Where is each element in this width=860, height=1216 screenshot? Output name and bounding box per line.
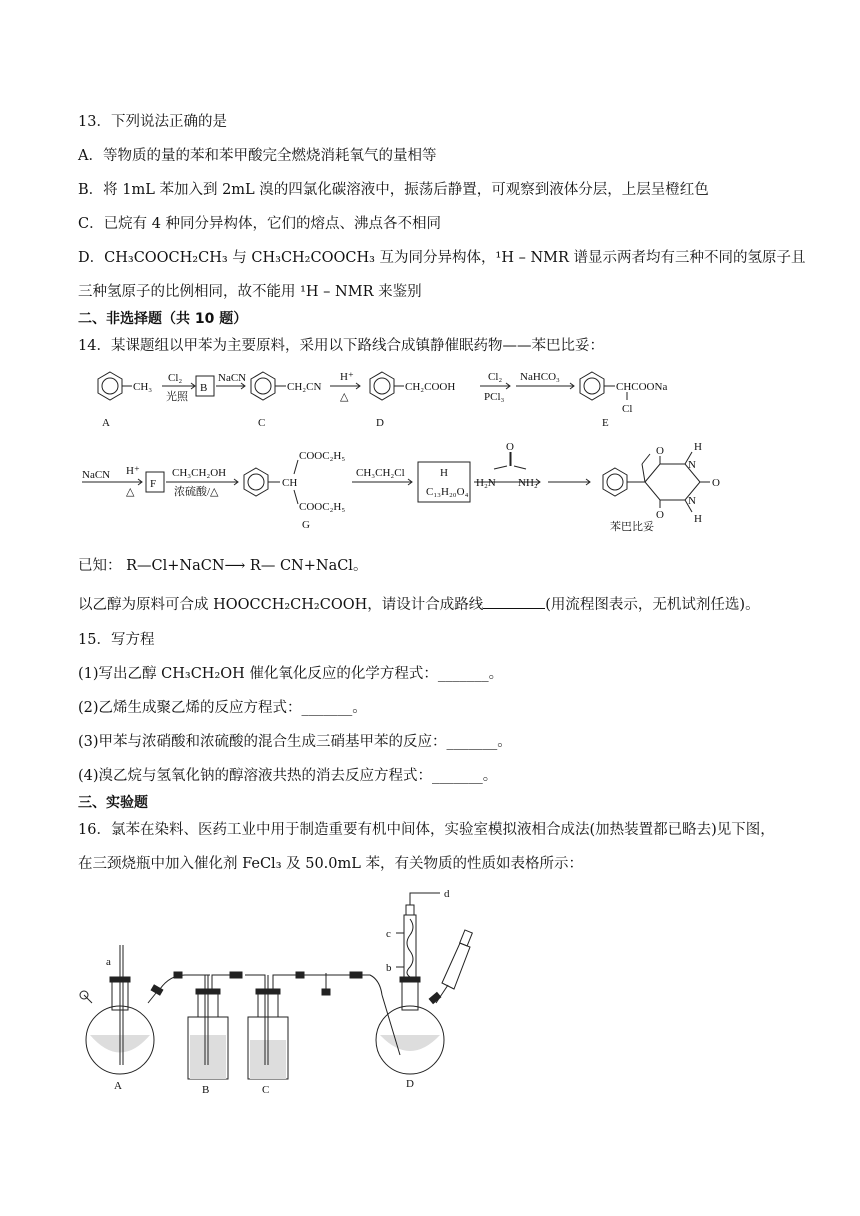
svg-text:O: O xyxy=(712,477,720,489)
label-G: G xyxy=(302,519,310,531)
svg-text:H⁺: H⁺ xyxy=(340,371,354,383)
formula-methyl-propanoate: CH₃CH₂COOCH₃ xyxy=(251,250,375,266)
label-bottle-B: B xyxy=(202,1084,210,1096)
label-C: C xyxy=(258,417,266,429)
q13-option-b: B．将 1mL 苯加入到 2mL 溴的四氯化碳溶液中，振荡后静置，可观察到液体分层，上层呈橙红色 xyxy=(78,182,709,198)
formula-ethyl-acetate: CH₃COOCH₂CH₃ xyxy=(104,250,228,266)
label-a: a xyxy=(106,956,111,968)
svg-text:CH₂COOH: CH₂COOH xyxy=(405,381,456,393)
svg-text:N: N xyxy=(688,459,696,471)
label-D: D xyxy=(376,417,384,429)
label-A: A xyxy=(102,417,110,429)
svg-text:浓硫酸/△: 浓硫酸/△ xyxy=(174,486,219,498)
svg-text:H: H xyxy=(694,441,702,453)
svg-text:NaCN: NaCN xyxy=(82,469,111,481)
label-d: d xyxy=(444,888,450,900)
label-E: E xyxy=(602,417,609,429)
svg-text:PCl₃: PCl₃ xyxy=(484,391,505,403)
q15-part1: (1)写出乙醇 CH₃CH₂OH 催化氧化反应的化学方程式：_______。 xyxy=(78,666,504,682)
svg-text:△: △ xyxy=(340,391,349,403)
q14-task: 以乙醇为原料可合成 HOOCCH₂CH₂COOH，请设计合成路线 (用流程图表示，无机试剂任选)。 xyxy=(78,594,760,615)
label-b: b xyxy=(386,962,392,974)
q13-stem: 13．下列说法正确的是 xyxy=(78,114,227,130)
q15-part3: (3)甲苯与浓硝酸和浓硫酸的混合生成三硝基甲苯的反应：_______。 xyxy=(78,734,512,750)
synthesis-scheme xyxy=(70,364,800,544)
svg-text:COOC₂H₅: COOC₂H₅ xyxy=(299,450,346,462)
svg-text:CH₃: CH₃ xyxy=(133,381,153,393)
svg-text:O: O xyxy=(506,441,514,453)
svg-text:NaCN: NaCN xyxy=(218,372,247,384)
svg-text:Cl₂: Cl₂ xyxy=(488,371,503,383)
svg-text:CHCOONa: CHCOONa xyxy=(616,381,668,393)
product-name: 苯巴比妥 xyxy=(610,521,654,533)
label-F: F xyxy=(150,478,157,490)
label-flask-D: D xyxy=(406,1078,414,1090)
section-heading-nonchoice: 二、非选择题（共 10 题） xyxy=(78,311,248,327)
svg-text:H₂N: H₂N xyxy=(476,477,496,489)
svg-text:N: N xyxy=(688,495,696,507)
q16-line2: 在三颈烧瓶中加入催化剂 FeCl₃ 及 50.0mL 苯，有关物质的性质如表格所示： xyxy=(78,856,583,872)
label-B: B xyxy=(200,382,208,394)
q15-part2: (2)乙烯生成聚乙烯的反应方程式：_______。 xyxy=(78,700,367,716)
svg-text:H: H xyxy=(694,513,702,525)
answer-blank xyxy=(483,594,545,609)
q16-line1: 16．氯苯在染料、医药工业中用于制造重要有机中间体，实验室模拟液相合成法(加热装置都已略去)见下图， xyxy=(78,822,775,838)
label-H: H xyxy=(440,467,448,479)
svg-text:Cl: Cl xyxy=(622,403,633,415)
q15-part4: (4)溴乙烷与氢氧化钠的醇溶液共热的消去反应方程式：_______。 xyxy=(78,768,498,784)
q14-stem: 14．某课题组以甲苯为主要原料，采用以下路线合成镇静催眠药物——苯巴比妥： xyxy=(78,338,604,354)
section-heading-experiment: 三、实验题 xyxy=(78,795,148,811)
q13-option-d-line2: 三种氢原子的比例相同，故不能用 ¹H – NMR 来鉴别 xyxy=(78,284,422,300)
q13-option-c: C．已烷有 4 种同分异构体，它们的熔点、沸点各不相同 xyxy=(78,216,442,232)
q15-stem: 15．写方程 xyxy=(78,632,155,648)
q13-option-a: A．等物质的量的苯和苯甲酸完全燃烧消耗氧气的量相等 xyxy=(78,148,437,164)
svg-text:CH₃CH₂Cl: CH₃CH₂Cl xyxy=(356,467,405,479)
svg-text:NH₂: NH₂ xyxy=(518,477,538,489)
svg-text:C₁₃H₂₀O₄: C₁₃H₂₀O₄ xyxy=(426,486,469,498)
label-bottle-C: C xyxy=(262,1084,270,1096)
svg-text:COOC₂H₅: COOC₂H₅ xyxy=(299,501,346,513)
svg-text:CH: CH xyxy=(282,477,298,489)
svg-text:NaHCO₃: NaHCO₃ xyxy=(520,371,560,383)
label-flask-A: A xyxy=(114,1080,122,1092)
q14-known: 已知： R—Cl+NaCN⟶ R— CN+NaCl。 xyxy=(78,558,368,574)
svg-text:△: △ xyxy=(126,486,135,498)
apparatus-diagram xyxy=(70,885,490,1100)
label-c: c xyxy=(386,928,391,940)
svg-text:H⁺: H⁺ xyxy=(126,465,140,477)
q13-option-d: D．CH₃COOCH₂CH₃ 与 CH₃CH₂COOCH₃ 互为同分异构体，¹H – NMR 谱显示两者均有三种不同的氢原子且 xyxy=(78,250,806,266)
svg-text:CH₃CH₂OH: CH₃CH₂OH xyxy=(172,467,227,479)
svg-text:O: O xyxy=(656,445,664,457)
svg-text:Cl₂: Cl₂ xyxy=(168,372,183,384)
svg-text:光照: 光照 xyxy=(166,391,188,403)
svg-text:O: O xyxy=(656,509,664,521)
svg-text:CH₂CN: CH₂CN xyxy=(287,381,322,393)
